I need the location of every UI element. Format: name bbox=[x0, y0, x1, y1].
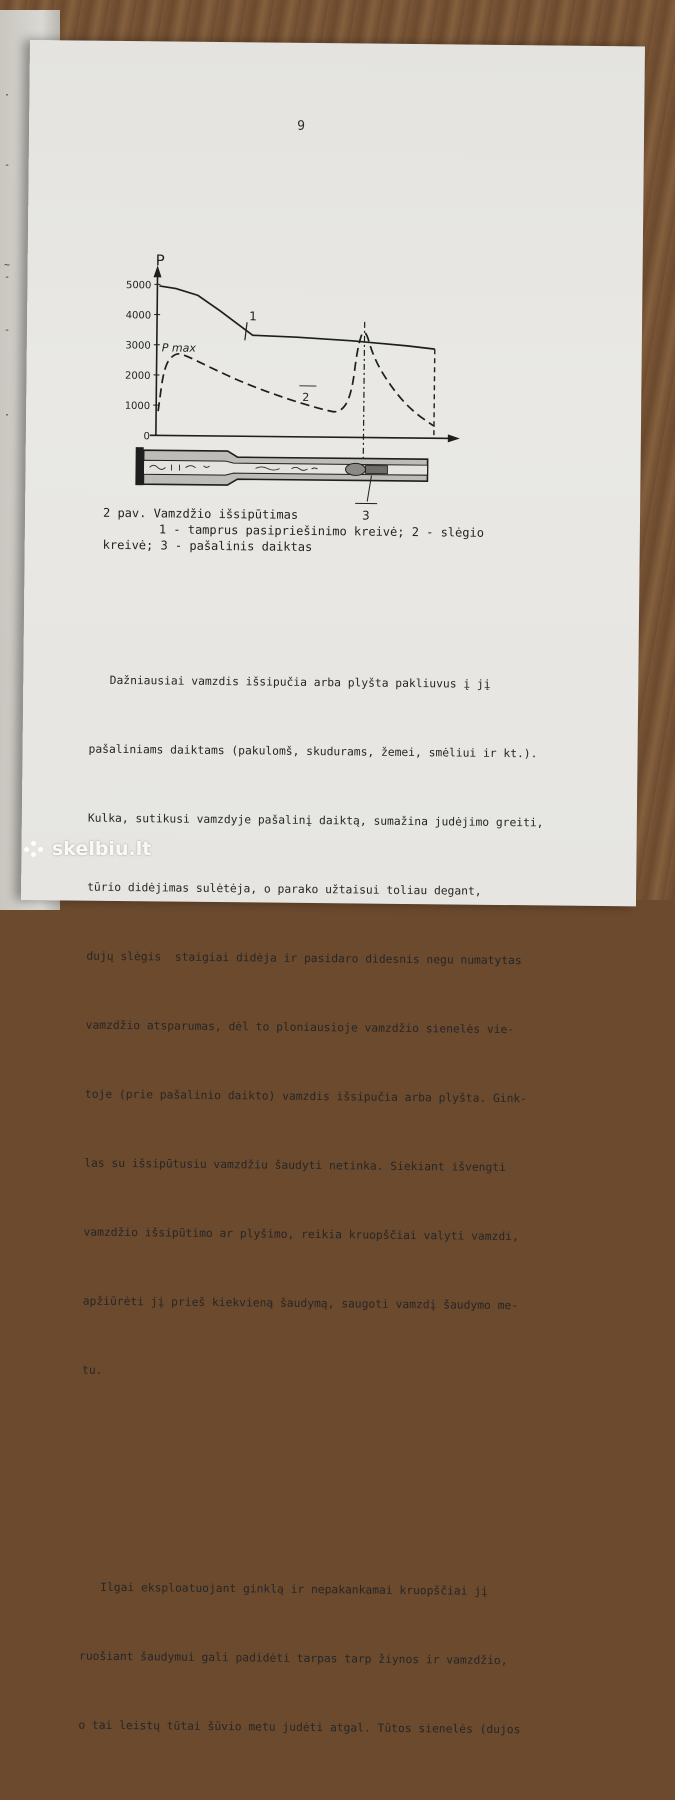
underlying-page-edge: · - ~ - - · bbox=[0, 10, 60, 910]
text-line: tūrio didėjimas sulėtėja, o parako užtaisui toliau degant, bbox=[87, 876, 567, 904]
text-line: las su išsipūtusiu vamzdžiu šaudyti netinka. Siekiant išvengti bbox=[84, 1152, 564, 1180]
text-line: pašaliniams daiktams (pakulomš, skudurams, žemei, smėliui ir kt.). bbox=[88, 738, 568, 766]
x-axis-arrow bbox=[448, 434, 460, 442]
y-axis-label: P bbox=[156, 251, 165, 269]
caption-line-2: 1 - tamprus pasipriešinimo kreivė; 2 - slėgio bbox=[103, 521, 563, 542]
y-tick-label: 2000 bbox=[125, 371, 151, 382]
curve1-label: 1 bbox=[249, 309, 257, 323]
paragraph-2 bbox=[78, 1530, 561, 1788]
watermark-text: skelbiu.lt bbox=[52, 838, 151, 860]
text-line: tu. bbox=[82, 1359, 562, 1387]
curve-end-drop-line bbox=[434, 349, 435, 438]
obstacle-label: 3 bbox=[362, 509, 370, 523]
text-line: Dažniausiai vamzdis išsipučia arba plyšta pakliuvus į jį bbox=[89, 669, 569, 697]
text-line: toje (prie pašalinio daikto) vamzdis išsipučia arba plyšta. Gink- bbox=[85, 1083, 565, 1111]
y-tick-label: 1000 bbox=[125, 401, 151, 412]
text-line: vamzdžio išsipūtimo ar plyšimo, reikia kruopščiai valyti vamzdi, bbox=[83, 1221, 563, 1249]
watermark-logo-icon bbox=[24, 841, 46, 857]
peak-dash-dot-line bbox=[363, 322, 365, 468]
x-axis bbox=[150, 435, 454, 438]
paragraph-1 bbox=[81, 623, 569, 1433]
y-tick-labels bbox=[124, 280, 160, 442]
figure-caption bbox=[103, 505, 563, 558]
caption-line-3: kreivė; 3 - pašalinis daiktas bbox=[103, 537, 563, 558]
text-line: ruošiant šaudymui gali padidėti tarpas tarp žiynos ir vamzdžio, bbox=[79, 1645, 559, 1673]
y-tick-label: 3000 bbox=[125, 340, 151, 351]
pmax-label: P max bbox=[162, 341, 197, 354]
text-line: dujų slėgis staigiai didėja ir pasidaro didesnis negu numatytas bbox=[86, 945, 566, 973]
curve2-label: 2 bbox=[302, 391, 309, 404]
text-line: Kulka, sutikusi vamzdyje pašalinį daiktą, sumažina judėjimo greiti, bbox=[88, 807, 568, 835]
y-tick-label: 5000 bbox=[126, 280, 152, 291]
y-tick-label: 0 bbox=[143, 431, 149, 442]
text-line: vamzdžio atsparumas, dėl to ploniausioje vamzdžio sienelės vie- bbox=[86, 1014, 566, 1042]
elastic-resistance-curve bbox=[159, 286, 436, 349]
pressure-curve-figure bbox=[115, 251, 518, 525]
body-text bbox=[77, 577, 570, 1800]
document-page bbox=[21, 40, 645, 906]
page-number: 9 bbox=[297, 119, 305, 134]
text-line: Ilgai eksploatuojant ginklą ir nepakankamai kruopščiai jį bbox=[80, 1576, 560, 1604]
caption-title: 2 pav. Vamzdžio išsipūtimas bbox=[103, 505, 563, 526]
text-line: apžiūrėti jį prieš kiekvieną šaudymą, saugoti vamzdį šaudymo me- bbox=[83, 1290, 563, 1318]
site-watermark bbox=[24, 838, 151, 860]
text-line: o tai leistų tūtai šūvio metu judėti atgal. Tūtos sienelės (dujos bbox=[78, 1714, 558, 1742]
y-tick-label: 4000 bbox=[126, 310, 152, 321]
barrel-cross-section bbox=[135, 447, 428, 504]
